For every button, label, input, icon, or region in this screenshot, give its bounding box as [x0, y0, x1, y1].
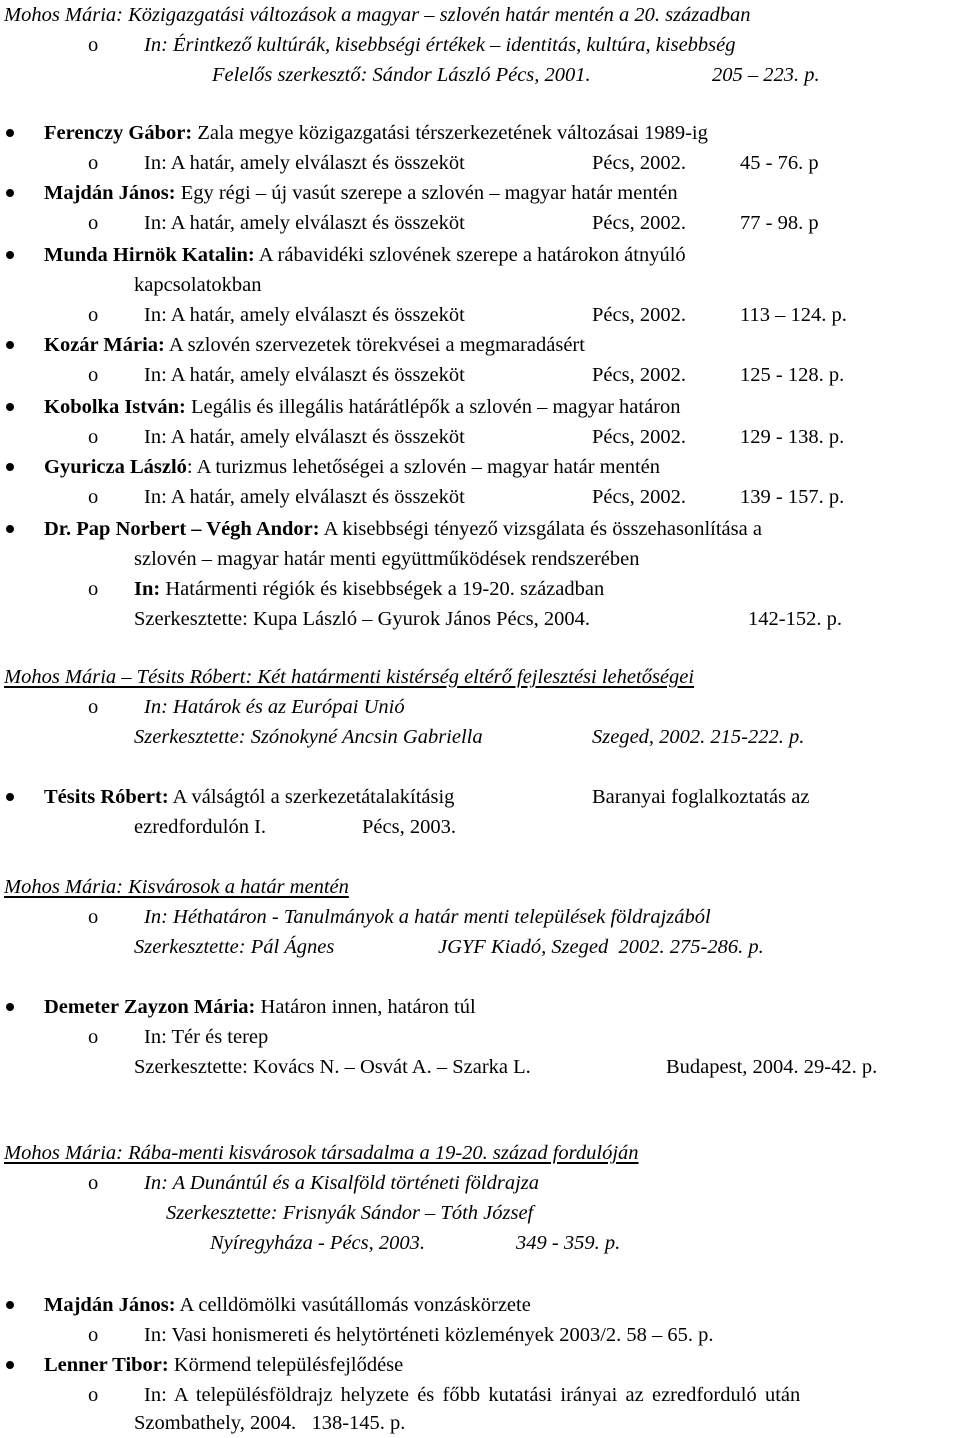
entry-15-in-cont: Szombathely, 2004. 138-145. p. — [134, 1412, 406, 1434]
entry-13-title: Mohos Mária: Rába-menti kisvárosok társadalma a 19-20. század fordulóján — [4, 1142, 639, 1164]
entry-5-place: Pécs, 2002. — [592, 364, 686, 386]
entry-9-title: Mohos Mária – Tésits Róbert: Két határmenti kistérség eltérő fejlesztési lehetőségei — [4, 666, 695, 688]
entry-10-place: Pécs, 2003. — [362, 816, 456, 838]
entry-2-line — [44, 118, 708, 148]
entry-3-author: Majdán János: — [44, 182, 176, 204]
entry-6-pages: 129 - 138. p. — [740, 426, 845, 448]
entry-4-author: Munda Hirnök Katalin: — [44, 244, 255, 266]
entry-4-sub-marker: o — [88, 304, 99, 326]
entry-5-pages: 125 - 128. p. — [740, 364, 845, 386]
bullet-icon — [6, 251, 14, 259]
entry-11-sub-marker: o — [88, 906, 99, 928]
entry-13-sub-marker: o — [88, 1172, 99, 1194]
entry-4-title-cont: kapcsolatokban — [134, 274, 262, 296]
entry-8-title: A kisebbségi tényező vizsgálata és összehasonlítása a — [319, 518, 762, 540]
bullet-icon — [6, 341, 14, 349]
entry-12-line — [44, 992, 476, 1022]
bullet-icon — [6, 1361, 14, 1369]
entry-15-sub-marker: o — [88, 1384, 99, 1406]
entry-4-in: In: A határ, amely elválaszt és összeköt — [144, 304, 465, 326]
entry-8-author: Dr. Pap Norbert – Végh Andor: — [44, 518, 320, 540]
entry-8-title-cont: szlovén – magyar határ menti együttműködések rendszerében — [134, 548, 640, 570]
entry-10-line — [44, 782, 454, 812]
entry-12-editor: Szerkesztette: Kovács N. – Osvát A. – Szarka L. — [134, 1056, 531, 1078]
entry-2-place: Pécs, 2002. — [592, 152, 686, 174]
entry-13-place: Nyíregyháza - Pécs, 2003. — [210, 1232, 426, 1254]
entry-5-author: Kozár Mária: — [44, 334, 165, 356]
entry-14-sub-marker: o — [88, 1324, 99, 1346]
entry-11-title: Mohos Mária: Kisvárosok a határ mentén — [4, 876, 349, 898]
entry-2-title: Zala megye közigazgatási térszerkezetének változásai 1989-ig — [192, 122, 708, 144]
entry-3-line — [44, 178, 678, 208]
entry-10-title: A válságtól a szerkezetátalakításig — [168, 786, 455, 808]
entry-8-editor: Szerkesztette: Kupa László – Gyurok János Pécs, 2004. — [134, 608, 591, 630]
entry-7-pages: 139 - 157. p. — [740, 486, 845, 508]
entry-3-in: In: A határ, amely elválaszt és összeköt — [144, 212, 465, 234]
entry-9-in: In: Határok és az Európai Unió — [144, 696, 405, 718]
entry-13-in: In: A Dunántúl és a Kisalföld történeti földrajza — [144, 1172, 540, 1194]
entry-9-editor: Szerkesztette: Szónokyné Ancsin Gabriella — [134, 726, 483, 748]
entry-5-line — [44, 330, 585, 360]
entry-1-sub-marker: o — [88, 34, 99, 56]
entry-14-line — [44, 1290, 531, 1320]
bullet-icon — [6, 1003, 14, 1011]
entry-5-sub-marker: o — [88, 364, 99, 386]
entry-10-author: Tésits Róbert: — [44, 786, 169, 808]
bullet-icon — [6, 129, 14, 137]
entry-4-line — [44, 240, 686, 270]
entry-8-line — [44, 514, 762, 544]
entry-9-place: Szeged, 2002. 215-222. p. — [592, 726, 805, 748]
entry-15-in: In: A településföldrajz helyzete és főbb kutatási irányai az ezredforduló után — [144, 1384, 801, 1406]
entry-14-author: Majdán János: — [44, 1294, 176, 1316]
bullet-icon — [6, 525, 14, 533]
entry-11-editor: Szerkesztette: Pál Ágnes — [134, 936, 335, 958]
entry-6-author: Kobolka István: — [44, 396, 186, 418]
entry-15-title: Körmend településfejlődése — [168, 1354, 404, 1376]
bullet-icon — [6, 463, 14, 471]
entry-12-author: Demeter Zayzon Mária: — [44, 996, 256, 1018]
entry-10-title-cont: ezredfordulón I. — [134, 816, 267, 838]
entry-6-line — [44, 392, 681, 422]
entry-15-author: Lenner Tibor: — [44, 1354, 169, 1376]
entry-6-in: In: A határ, amely elválaszt és összeköt — [144, 426, 465, 448]
entry-2-sub-marker: o — [88, 152, 99, 174]
entry-5-in: In: A határ, amely elválaszt és összeköt — [144, 364, 465, 386]
entry-9-sub-marker: o — [88, 696, 99, 718]
entry-1-in: In: Érintkező kultúrák, kisebbségi értékek – identitás, kultúra, kisebbség — [144, 34, 736, 56]
entry-13-editor: Szerkesztette: Frisnyák Sándor – Tóth József — [166, 1202, 534, 1224]
entry-1-editor: Felelős szerkesztő: Sándor László Pécs, 2001. — [212, 64, 591, 86]
entry-7-line — [44, 452, 660, 482]
bullet-icon — [6, 403, 14, 411]
entry-8-in-label: In: — [134, 578, 161, 600]
entry-14-in: In: Vasi honismereti és helytörténeti közlemények 2003/2. 58 – 65. p. — [144, 1324, 714, 1346]
entry-14-title: A celldömölki vasútállomás vonzáskörzete — [175, 1294, 531, 1316]
entry-8-sub-marker: o — [88, 578, 99, 600]
entry-15-line — [44, 1350, 403, 1380]
entry-7-title: : A turizmus lehetőségei a szlovén – magyar határ mentén — [186, 456, 660, 478]
entry-1-title: Mohos Mária: Közigazgatási változások a magyar – szlovén határ mentén a 20. században — [4, 4, 751, 26]
entry-11-in: In: Héthatáron - Tanulmányok a határ menti települések földrajzából — [144, 906, 711, 928]
entry-4-pages: 113 – 124. p. — [740, 304, 847, 326]
entry-7-author: Gyuricza László — [44, 456, 187, 478]
entry-3-sub-marker: o — [88, 212, 99, 234]
entry-2-pages: 45 - 76. p — [740, 152, 819, 174]
entry-12-place: Budapest, 2004. 29-42. p. — [666, 1056, 878, 1078]
entry-12-sub-marker: o — [88, 1026, 99, 1048]
bullet-icon — [6, 189, 14, 197]
entry-4-place: Pécs, 2002. — [592, 304, 686, 326]
entry-6-sub-marker: o — [88, 426, 99, 448]
entry-10-title-b: Baranyai foglalkoztatás az — [592, 786, 810, 808]
entry-8-pages: 142-152. p. — [748, 608, 842, 630]
entry-1-pages: 205 – 223. p. — [712, 64, 820, 86]
bullet-icon — [6, 793, 14, 801]
entry-7-place: Pécs, 2002. — [592, 486, 686, 508]
entry-7-sub-marker: o — [88, 486, 99, 508]
entry-3-pages: 77 - 98. p — [740, 212, 819, 234]
entry-8-in: Határmenti régiók és kisebbségek a 19-20. században — [160, 578, 605, 600]
entry-13-pages: 349 - 359. p. — [516, 1232, 621, 1254]
entry-12-in: In: Tér és terep — [144, 1026, 269, 1048]
entry-4-title: A rábavidéki szlovének szerepe a határokon átnyúló — [254, 244, 686, 266]
entry-6-title: Legális és illegális határátlépők a szlovén – magyar határon — [185, 396, 681, 418]
bullet-icon — [6, 1301, 14, 1309]
entry-3-place: Pécs, 2002. — [592, 212, 686, 234]
entry-2-author: Ferenczy Gábor: — [44, 122, 193, 144]
entry-8-in-line — [134, 574, 604, 604]
entry-6-place: Pécs, 2002. — [592, 426, 686, 448]
entry-5-title: A szlovén szervezetek törekvései a megmaradásért — [164, 334, 585, 356]
entry-2-in: In: A határ, amely elválaszt és összeköt — [144, 152, 465, 174]
entry-11-place: JGYF Kiadó, Szeged 2002. 275-286. p. — [438, 936, 764, 958]
entry-3-title: Egy régi – új vasút szerepe a szlovén – magyar határ mentén — [175, 182, 678, 204]
entry-7-in: In: A határ, amely elválaszt és összeköt — [144, 486, 465, 508]
entry-12-title: Határon innen, határon túl — [255, 996, 476, 1018]
